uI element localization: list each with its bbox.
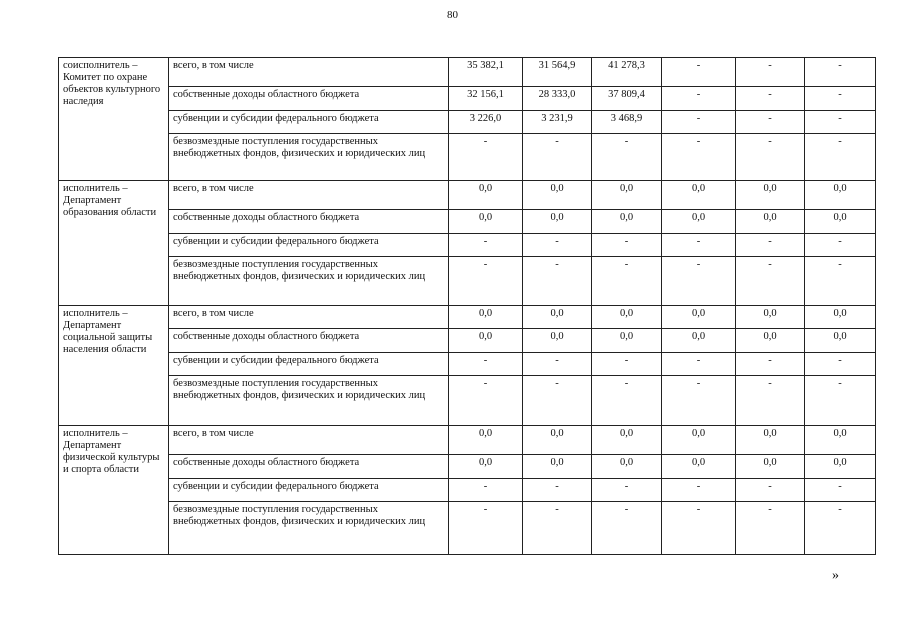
value-cell: 0,0: [523, 329, 592, 353]
value-cell: -: [805, 257, 876, 306]
value-cell: 41 278,3: [592, 58, 662, 87]
funding-source-cell: собственные доходы областного бюджета: [169, 210, 449, 234]
value-cell: 0,0: [805, 306, 876, 329]
funding-source-cell: субвенции и субсидии федерального бюджета: [169, 234, 449, 257]
funding-source-cell: субвенции и субсидии федерального бюджета: [169, 111, 449, 134]
value-cell: 0,0: [736, 210, 805, 234]
value-cell: 0,0: [449, 181, 523, 210]
value-cell: 0,0: [662, 306, 736, 329]
value-cell: 0,0: [449, 329, 523, 353]
value-cell: -: [736, 479, 805, 502]
value-cell: 3 231,9: [523, 111, 592, 134]
value-cell: 0,0: [592, 455, 662, 479]
table-row: [59, 111, 876, 134]
value-cell: 0,0: [662, 181, 736, 210]
value-cell: 0,0: [805, 426, 876, 455]
value-cell: -: [449, 257, 523, 306]
funding-source-cell: собственные доходы областного бюджета: [169, 87, 449, 111]
table-row: [59, 134, 876, 181]
value-cell: -: [449, 502, 523, 555]
value-cell: 0,0: [662, 210, 736, 234]
value-cell: -: [449, 353, 523, 376]
value-cell: -: [592, 353, 662, 376]
value-cell: 32 156,1: [449, 87, 523, 111]
table-row: [59, 376, 876, 426]
funding-source-cell: собственные доходы областного бюджета: [169, 455, 449, 479]
value-cell: -: [805, 376, 876, 426]
value-cell: -: [736, 134, 805, 181]
table-row: [59, 257, 876, 306]
funding-table: [58, 57, 876, 555]
value-cell: -: [662, 257, 736, 306]
funding-source-cell: безвозмездные поступления государственных внебюджетных фондов, физических и юридических лиц: [169, 376, 449, 426]
value-cell: 0,0: [736, 329, 805, 353]
value-cell: 0,0: [523, 426, 592, 455]
table-row: [59, 181, 876, 210]
value-cell: -: [592, 376, 662, 426]
funding-source-cell: собственные доходы областного бюджета: [169, 329, 449, 353]
value-cell: 0,0: [662, 426, 736, 455]
table-row: [59, 58, 876, 87]
executor-cell: исполнитель – Департамент социальной защиты населения области: [59, 306, 169, 426]
value-cell: -: [736, 58, 805, 87]
value-cell: -: [736, 257, 805, 306]
value-cell: 0,0: [736, 306, 805, 329]
executor-cell: исполнитель – Департамент образования области: [59, 181, 169, 306]
table-row: [59, 479, 876, 502]
value-cell: 0,0: [592, 210, 662, 234]
value-cell: 0,0: [805, 455, 876, 479]
value-cell: -: [805, 87, 876, 111]
value-cell: -: [592, 502, 662, 555]
value-cell: -: [805, 58, 876, 87]
value-cell: -: [592, 134, 662, 181]
value-cell: 0,0: [805, 329, 876, 353]
value-cell: 0,0: [449, 306, 523, 329]
value-cell: 0,0: [592, 329, 662, 353]
value-cell: -: [592, 257, 662, 306]
value-cell: -: [523, 479, 592, 502]
value-cell: -: [736, 502, 805, 555]
value-cell: 31 564,9: [523, 58, 592, 87]
value-cell: -: [523, 257, 592, 306]
value-cell: -: [592, 234, 662, 257]
value-cell: -: [662, 479, 736, 502]
executor-cell: исполнитель – Департамент физической культуры и спорта области: [59, 426, 169, 555]
value-cell: -: [662, 58, 736, 87]
value-cell: -: [523, 234, 592, 257]
value-cell: 0,0: [592, 426, 662, 455]
table-row: [59, 329, 876, 353]
value-cell: -: [523, 353, 592, 376]
value-cell: -: [662, 502, 736, 555]
value-cell: -: [805, 134, 876, 181]
value-cell: -: [662, 134, 736, 181]
table-row: [59, 353, 876, 376]
funding-source-cell: безвозмездные поступления государственных внебюджетных фондов, физических и юридических лиц: [169, 502, 449, 555]
value-cell: -: [662, 376, 736, 426]
value-cell: -: [662, 234, 736, 257]
value-cell: 0,0: [736, 426, 805, 455]
value-cell: 0,0: [736, 455, 805, 479]
value-cell: 0,0: [805, 210, 876, 234]
table-row: [59, 502, 876, 555]
value-cell: -: [449, 479, 523, 502]
value-cell: 35 382,1: [449, 58, 523, 87]
value-cell: -: [449, 134, 523, 181]
closing-quote: »: [832, 568, 839, 583]
value-cell: -: [805, 502, 876, 555]
value-cell: -: [736, 87, 805, 111]
executor-cell: соисполнитель – Комитет по охране объектов культурного наследия: [59, 58, 169, 181]
value-cell: 0,0: [523, 210, 592, 234]
value-cell: -: [662, 111, 736, 134]
table-row: [59, 87, 876, 111]
value-cell: -: [805, 111, 876, 134]
funding-source-cell: всего, в том числе: [169, 181, 449, 210]
funding-source-cell: безвозмездные поступления государственных внебюджетных фондов, физических и юридических лиц: [169, 257, 449, 306]
value-cell: 0,0: [449, 455, 523, 479]
value-cell: 0,0: [736, 181, 805, 210]
table-row: [59, 234, 876, 257]
funding-source-cell: всего, в том числе: [169, 306, 449, 329]
value-cell: -: [662, 87, 736, 111]
value-cell: 0,0: [662, 455, 736, 479]
value-cell: -: [523, 502, 592, 555]
value-cell: -: [523, 134, 592, 181]
table-row: [59, 210, 876, 234]
value-cell: 0,0: [449, 210, 523, 234]
value-cell: -: [736, 234, 805, 257]
value-cell: 0,0: [523, 455, 592, 479]
funding-source-cell: безвозмездные поступления государственных внебюджетных фондов, физических и юридических лиц: [169, 134, 449, 181]
table-row: [59, 455, 876, 479]
value-cell: 0,0: [805, 181, 876, 210]
value-cell: 28 333,0: [523, 87, 592, 111]
value-cell: -: [662, 353, 736, 376]
value-cell: 37 809,4: [592, 87, 662, 111]
value-cell: 0,0: [523, 306, 592, 329]
value-cell: 0,0: [662, 329, 736, 353]
funding-source-cell: всего, в том числе: [169, 58, 449, 87]
value-cell: -: [449, 234, 523, 257]
table-row: [59, 426, 876, 455]
value-cell: 0,0: [592, 181, 662, 210]
value-cell: -: [523, 376, 592, 426]
value-cell: -: [805, 234, 876, 257]
funding-source-cell: субвенции и субсидии федерального бюджета: [169, 353, 449, 376]
value-cell: 0,0: [592, 306, 662, 329]
value-cell: -: [736, 111, 805, 134]
value-cell: 3 226,0: [449, 111, 523, 134]
value-cell: 3 468,9: [592, 111, 662, 134]
table-body: [59, 58, 876, 555]
funding-source-cell: всего, в том числе: [169, 426, 449, 455]
table-row: [59, 306, 876, 329]
value-cell: 0,0: [449, 426, 523, 455]
value-cell: 0,0: [523, 181, 592, 210]
value-cell: -: [736, 353, 805, 376]
value-cell: -: [736, 376, 805, 426]
funding-source-cell: субвенции и субсидии федерального бюджета: [169, 479, 449, 502]
value-cell: -: [592, 479, 662, 502]
value-cell: -: [805, 353, 876, 376]
value-cell: -: [449, 376, 523, 426]
value-cell: -: [805, 479, 876, 502]
page-number: 80: [447, 9, 458, 21]
